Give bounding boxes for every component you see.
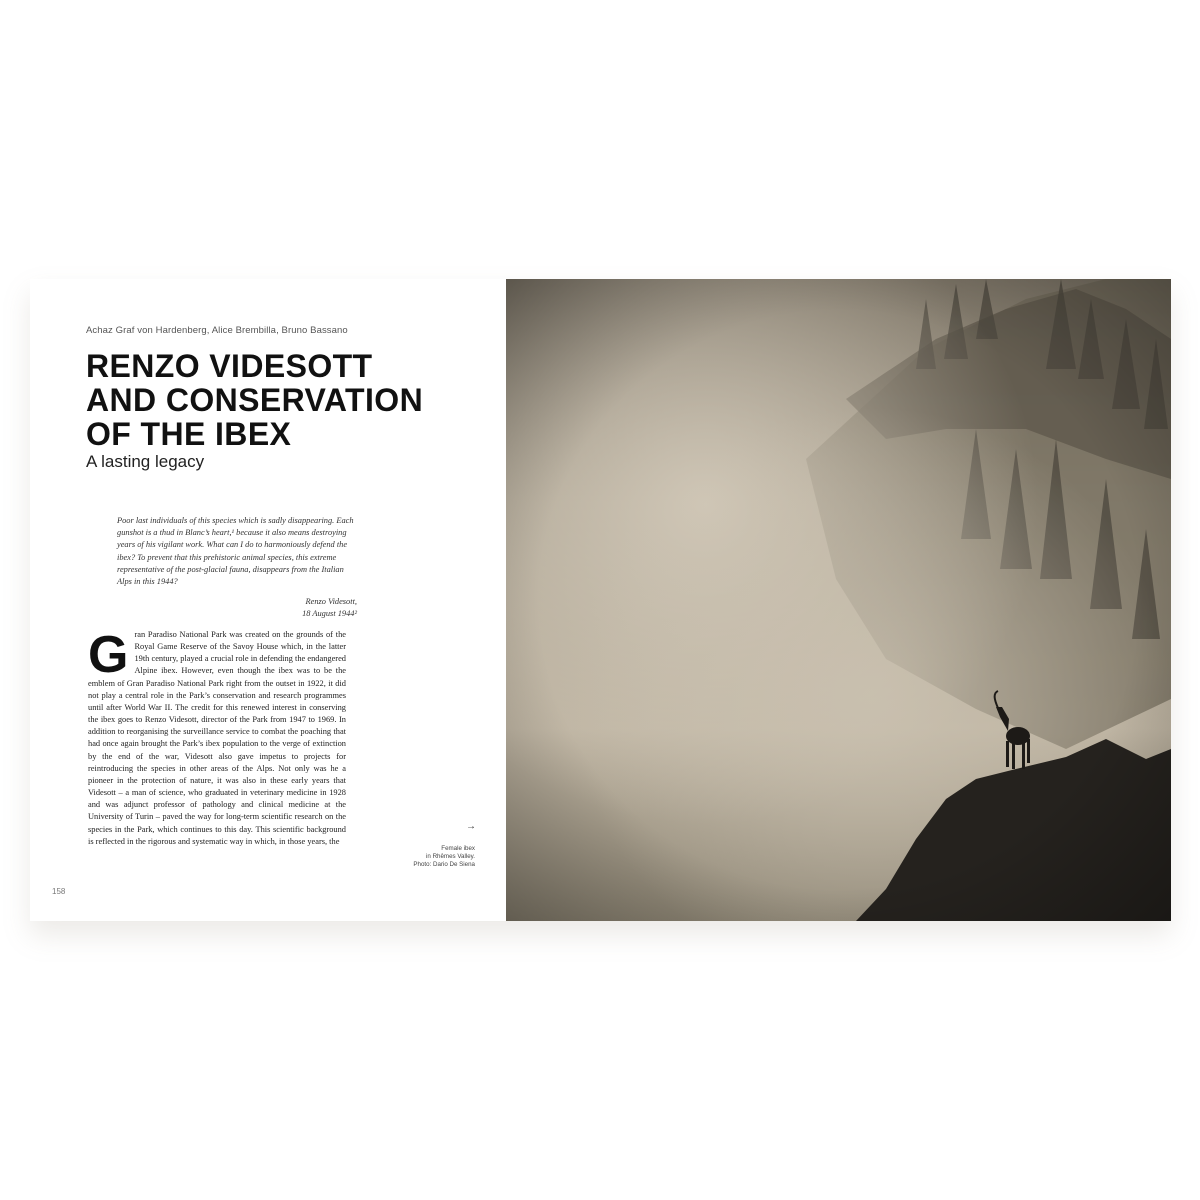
magazine-spread [30,279,1171,921]
title-line: AND CONSERVATION [86,382,424,418]
photo-caption [413,845,475,870]
caption-line: Photo: Dario De Siena [413,861,475,869]
epigraph-attribution [302,596,357,620]
left-page [30,279,506,921]
attribution-name: Renzo Videsott, [305,597,357,606]
body-text [88,626,346,848]
page-number: 158 [52,887,66,896]
caption-line: in Rhêmes Valley. [426,853,475,861]
arrow-right-icon: → [466,821,476,832]
authors-line: Achaz Graf von Hardenberg, Alice Brembilla, Bruno Bassano [86,325,348,336]
epigraph-quote: Poor last individuals of this species which is sadly disappearing. Each gunshot is a thud in Blanc’s heart,¹ because it also means destroying years of his vigilant work. What can I do to harmoniously defend the ibex? To prevent that this prehistoric animal species, this extreme representative of the post-glacial fauna, disappears from the Italian Alps in this 1944? [117,516,354,587]
body-paragraph: ran Paradiso National Park was created on the grounds of the Royal Game Reserve of the Savoy House which, in the latter 19th century, played a crucial role in defending the endangered Alpine ibex. However, even though the ibex was to be the emblem of Gran Paradiso National Park right from the outset in 1922, it did not play a central role in the Park’s conservation and research programmes until after World War II. The credit for this renewed interest in conserving the ibex goes to Renzo Videsott, director of the Park from 1947 to 1969. In addition to reorganising the surveillance service to combat the poaching that had once again brought the Park’s ibex population to the verge of extinction by the end of the war, Videsott also gave impetus to projects for reintroducing the species in other areas of the Alps. Not only was he a pioneer in the protection of nature, it was also in these early years that Videsott – a man of science, who graduated in veterinary medicine in 1928 and was adjunct professor of pathology and clinical medicine at the University of Turin – paved the way for long-term scientific research on the species in the Park, which continues to this day. This scientific background is reflected in the rigorous and systematic way in which, in those years, the [88,630,346,846]
article-title [86,349,486,451]
drop-cap: G [88,626,129,684]
title-line: OF THE IBEX [86,416,292,452]
ibex-photo [506,279,1171,921]
title-line: RENZO VIDESOTT [86,348,373,384]
right-page-photo [506,279,1171,921]
article-subtitle: A lasting legacy [86,452,205,471]
photo-vignette [506,279,1171,921]
attribution-date: 18 August 1944² [302,609,357,619]
caption-line: Female ibex [441,845,475,852]
